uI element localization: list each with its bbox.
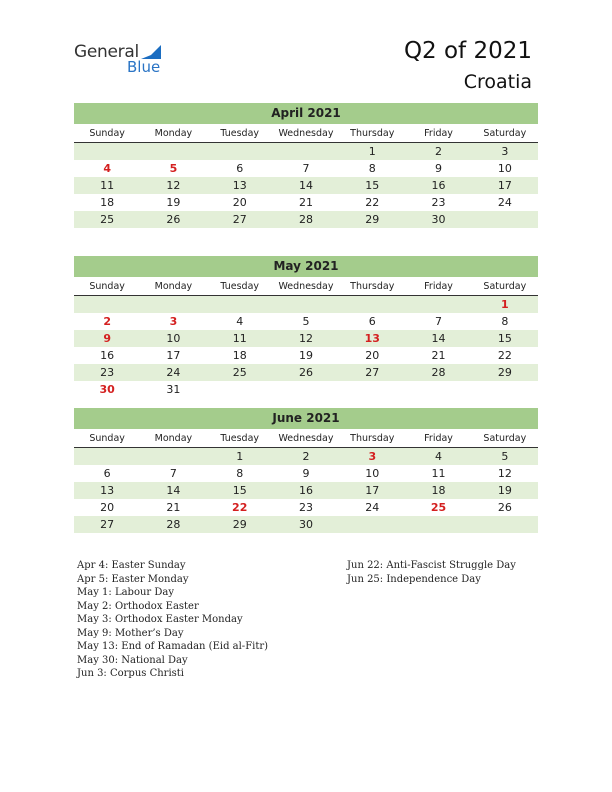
day-cell: 12	[497, 467, 512, 480]
empty-cell	[405, 516, 471, 533]
week-row	[74, 499, 538, 516]
holiday-note: Jun 3: Corpus Christi	[77, 668, 185, 679]
day-cell: 30	[431, 213, 446, 226]
week-row	[74, 448, 538, 465]
day-cell: 17	[365, 484, 380, 497]
day-cell: 26	[298, 366, 313, 379]
day-cell: 11	[431, 467, 446, 480]
week-row	[74, 194, 538, 211]
day-cell: 22	[232, 501, 248, 514]
empty-cell	[74, 143, 140, 160]
empty-cell	[207, 296, 273, 313]
weekday-label: Thursday	[350, 433, 395, 444]
weekday-header	[74, 429, 538, 448]
holiday-note: May 30: National Day	[77, 654, 188, 666]
weekday-label: Friday	[424, 281, 453, 292]
week-row	[74, 160, 538, 177]
week-row	[74, 347, 538, 364]
empty-cell	[339, 516, 405, 533]
day-cell: 15	[232, 484, 247, 497]
empty-cell	[339, 381, 405, 398]
day-cell: 16	[298, 484, 313, 497]
day-cell: 12	[166, 179, 181, 192]
day-cell: 10	[365, 467, 380, 480]
day-cell: 28	[298, 213, 313, 226]
week-row	[74, 516, 538, 533]
day-cell: 7	[435, 315, 443, 328]
empty-cell	[273, 143, 339, 160]
day-cell: 30	[99, 383, 115, 396]
day-cell: 4	[236, 315, 244, 328]
day-cell: 25	[100, 213, 115, 226]
day-cell: 8	[236, 467, 244, 480]
week-row	[74, 296, 538, 313]
day-cell: 3	[169, 315, 178, 328]
empty-cell	[207, 381, 273, 398]
day-cell: 3	[501, 145, 509, 158]
holiday-notes-left	[77, 559, 268, 681]
day-cell: 26	[166, 213, 181, 226]
day-cell: 29	[497, 366, 512, 379]
day-cell: 20	[100, 501, 115, 514]
day-cell: 17	[166, 349, 181, 362]
day-cell: 23	[100, 366, 115, 379]
weekday-label: Tuesday	[220, 128, 260, 139]
day-cell: 19	[497, 484, 512, 497]
empty-cell	[472, 381, 538, 398]
month-april	[74, 103, 538, 228]
day-cell: 22	[365, 196, 380, 209]
empty-cell	[207, 143, 273, 160]
day-cell: 26	[497, 501, 512, 514]
month-may	[74, 256, 538, 398]
day-cell: 13	[100, 484, 115, 497]
day-cell: 5	[169, 162, 178, 175]
page-title: Q2 of 2021	[403, 38, 532, 64]
holiday-note: Apr 4: Easter Sunday	[77, 560, 186, 571]
day-cell: 10	[497, 162, 512, 175]
week-row	[74, 465, 538, 482]
weekday-label: Monday	[154, 281, 193, 292]
day-cell: 24	[365, 501, 380, 514]
empty-cell	[140, 143, 206, 160]
day-cell: 7	[169, 467, 177, 480]
day-cell: 21	[431, 349, 446, 362]
weekday-label: Saturday	[483, 128, 527, 139]
day-cell: 16	[431, 179, 446, 192]
weekday-label: Wednesday	[278, 128, 334, 139]
holiday-note: Jun 25: Independence Day	[347, 573, 481, 585]
day-cell: 27	[100, 518, 115, 531]
holiday-note: May 2: Orthodox Easter	[77, 600, 199, 612]
day-cell: 17	[497, 179, 512, 192]
day-cell: 11	[232, 332, 247, 345]
day-cell: 2	[302, 450, 310, 463]
weekday-label: Thursday	[350, 281, 395, 292]
weekday-label: Friday	[424, 433, 453, 444]
weekday-label: Sunday	[89, 128, 125, 139]
day-cell: 28	[431, 366, 446, 379]
empty-cell	[140, 448, 206, 465]
day-cell: 9	[302, 467, 310, 480]
weekday-label: Saturday	[483, 433, 527, 444]
weekday-label: Tuesday	[220, 281, 260, 292]
week-row	[74, 330, 538, 347]
day-cell: 18	[100, 196, 115, 209]
empty-cell	[273, 296, 339, 313]
day-cell: 21	[298, 196, 313, 209]
day-cell: 21	[166, 501, 181, 514]
day-cell: 9	[435, 162, 443, 175]
empty-cell	[472, 516, 538, 533]
day-cell: 13	[232, 179, 247, 192]
day-cell: 20	[232, 196, 247, 209]
day-cell: 30	[298, 518, 313, 531]
weekday-label: Saturday	[483, 281, 527, 292]
week-row	[74, 364, 538, 381]
empty-cell	[339, 296, 405, 313]
day-cell: 20	[365, 349, 380, 362]
logo-blue-text: Blue	[127, 58, 161, 76]
day-cell: 28	[166, 518, 181, 531]
weekday-label: Sunday	[89, 281, 125, 292]
day-cell: 2	[435, 145, 443, 158]
day-cell: 14	[298, 179, 313, 192]
empty-cell	[74, 296, 140, 313]
day-cell: 2	[103, 315, 111, 328]
weekday-label: Monday	[154, 433, 193, 444]
day-cell: 25	[232, 366, 247, 379]
day-cell: 5	[302, 315, 310, 328]
week-row	[74, 211, 538, 228]
day-cell: 22	[497, 349, 512, 362]
holiday-note: May 13: End of Ramadan (Eid al-Fitr)	[77, 641, 269, 652]
holiday-note: May 1: Labour Day	[77, 587, 174, 598]
week-row	[74, 482, 538, 499]
day-cell: 15	[365, 179, 380, 192]
day-cell: 29	[232, 518, 247, 531]
empty-cell	[273, 381, 339, 398]
holiday-note: May 9: Mother’s Day	[77, 627, 184, 639]
day-cell: 25	[430, 501, 447, 514]
month-title: April 2021	[74, 103, 538, 124]
day-cell: 23	[298, 501, 313, 514]
logo-general-text: General	[74, 42, 139, 62]
empty-cell	[140, 296, 206, 313]
month-june	[74, 408, 538, 533]
day-cell: 1	[501, 298, 509, 311]
day-cell: 13	[364, 332, 380, 345]
day-cell: 9	[103, 332, 111, 345]
month-title: June 2021	[74, 408, 538, 429]
day-cell: 6	[368, 315, 376, 328]
day-cell: 3	[368, 450, 377, 463]
weekday-label: Tuesday	[220, 433, 260, 444]
day-cell: 24	[166, 366, 181, 379]
day-cell: 4	[435, 450, 443, 463]
week-row	[74, 313, 538, 330]
day-cell: 27	[232, 213, 247, 226]
holiday-note: Apr 5: Easter Monday	[77, 573, 189, 585]
week-row	[74, 381, 538, 398]
day-cell: 12	[298, 332, 313, 345]
day-cell: 23	[431, 196, 446, 209]
day-cell: 18	[232, 349, 247, 362]
day-cell: 5	[501, 450, 509, 463]
empty-cell	[74, 448, 140, 465]
weekday-header	[74, 277, 538, 296]
day-cell: 7	[302, 162, 310, 175]
day-cell: 18	[431, 484, 446, 497]
weekday-label: Wednesday	[278, 281, 334, 292]
day-cell: 19	[166, 196, 181, 209]
day-cell: 6	[103, 467, 111, 480]
day-cell: 8	[501, 315, 509, 328]
empty-cell	[472, 211, 538, 228]
day-cell: 16	[100, 349, 115, 362]
day-cell: 15	[497, 332, 512, 345]
day-cell: 10	[166, 332, 181, 345]
day-cell: 1	[236, 450, 244, 463]
day-cell: 1	[368, 145, 376, 158]
country-name: Croatia	[463, 71, 532, 93]
holiday-notes-right	[347, 559, 516, 586]
empty-cell	[405, 296, 471, 313]
weekday-label: Thursday	[350, 128, 395, 139]
weekday-label: Wednesday	[278, 433, 334, 444]
day-cell: 29	[365, 213, 380, 226]
day-cell: 14	[166, 484, 181, 497]
day-cell: 19	[298, 349, 313, 362]
weekday-label: Friday	[424, 128, 453, 139]
weekday-label: Sunday	[89, 433, 125, 444]
weekday-label: Monday	[154, 128, 193, 139]
week-row	[74, 143, 538, 160]
empty-cell	[405, 381, 471, 398]
day-cell: 6	[236, 162, 244, 175]
day-cell: 14	[431, 332, 446, 345]
day-cell: 11	[100, 179, 115, 192]
month-title: May 2021	[74, 256, 538, 277]
day-cell: 8	[368, 162, 376, 175]
brand-logo	[74, 42, 174, 78]
weekday-header	[74, 124, 538, 143]
day-cell: 24	[497, 196, 512, 209]
day-cell: 31	[166, 383, 181, 396]
logo-triangle-icon	[141, 45, 161, 59]
holiday-note: Jun 22: Anti-Fascist Struggle Day	[347, 560, 516, 571]
day-cell: 27	[365, 366, 380, 379]
day-cell: 4	[103, 162, 111, 175]
week-row	[74, 177, 538, 194]
holiday-note: May 3: Orthodox Easter Monday	[77, 614, 243, 625]
